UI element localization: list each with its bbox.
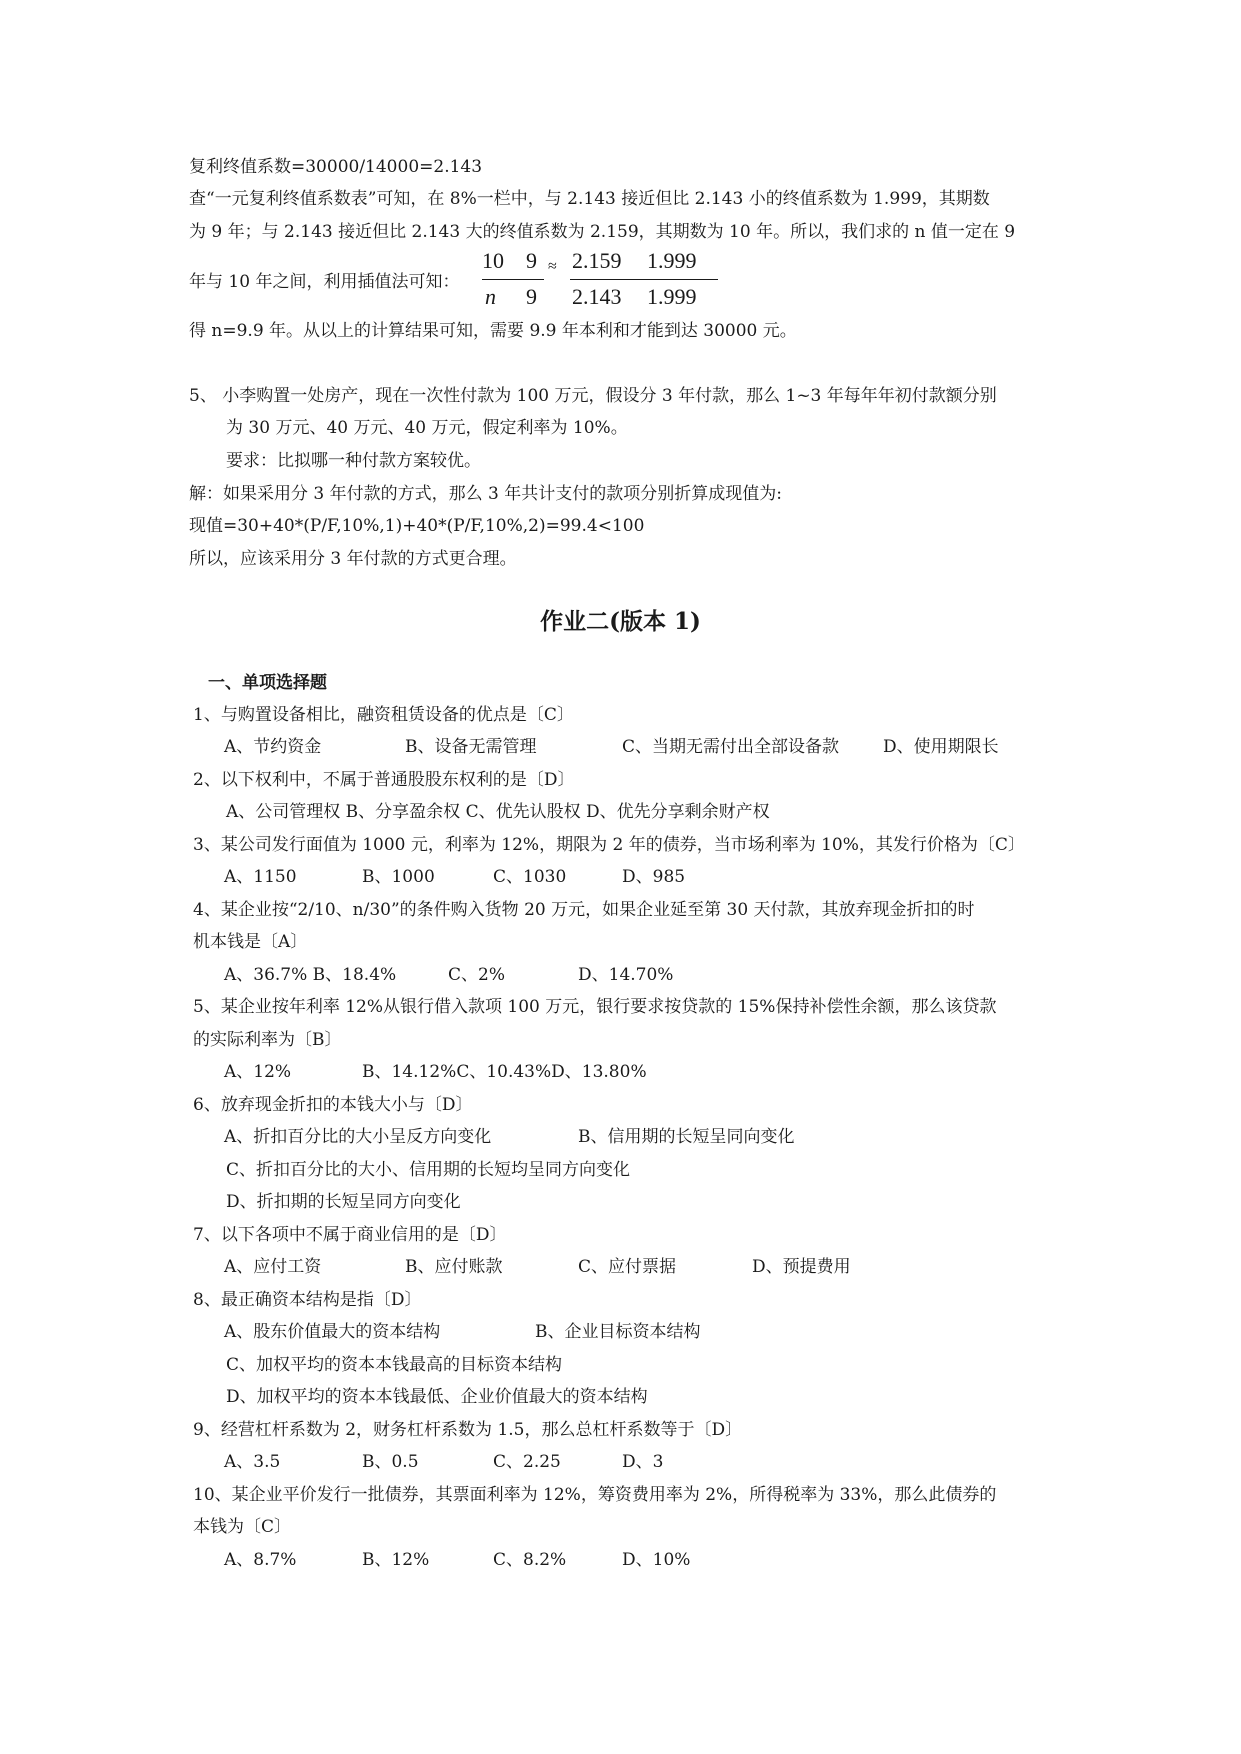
option-row: D、加权平均的资本本钱最低、企业价值最大的资本结构	[226, 1387, 648, 1407]
question-text: 7、以下各项中不属于商业信用的是〔D〕	[193, 1225, 507, 1245]
option: A、1150	[224, 867, 297, 887]
text-line: 为 9 年；与 2.143 接近但比 2.143 大的终值系数为 2.159，其期数为 10 年。所以，我们求的 n 值一定在 9	[189, 222, 1016, 242]
option-row	[0, 737, 1241, 757]
option: C、8.2%	[493, 1550, 567, 1570]
fraction-bar	[482, 279, 544, 280]
option: D、14.70%	[578, 965, 674, 985]
option: A、应付工资	[224, 1257, 322, 1277]
fraction-bar	[570, 279, 718, 280]
option: A、节约资金	[224, 737, 322, 757]
option-row	[0, 1257, 1241, 1277]
option: B、14.12%C、10.43%D、13.80%	[362, 1062, 647, 1082]
option: D、985	[622, 867, 686, 887]
text-line: 为 30 万元、40 万元、40 万元，假定利率为 10%。	[226, 418, 628, 438]
option: C、2.25	[493, 1452, 561, 1472]
text-line: 现值=30+40*(P/F,10%,1)+40*(P/F,10%,2)=99.4<100	[189, 516, 645, 536]
option: D、使用期限长	[883, 737, 999, 757]
option: B、1000	[362, 867, 435, 887]
option: C、应付票据	[578, 1257, 677, 1277]
option: D、预提费用	[752, 1257, 851, 1277]
option-row	[0, 1127, 1241, 1147]
option: D、3	[622, 1452, 664, 1472]
text-line: 所以，应该采用分 3 年付款的方式更合理。	[189, 549, 517, 569]
interpolation-formula	[482, 248, 722, 312]
section-title: 作业二(版本 1)	[540, 608, 701, 635]
formula-left-denominator: 9	[526, 284, 537, 309]
question-text: 机本钱是〔A〕	[193, 932, 308, 952]
question-text: 10、某企业平价发行一批债券，其票面利率为 12%，筹资费用率为 2%，所得税率为 33%，那么此债券的	[193, 1485, 997, 1505]
question-text: 9、经营杠杆系数为 2，财务杠杆系数为 1.5，那么总杠杆系数等于〔D〕	[193, 1420, 743, 1440]
formula-right-denominator: 1.999	[647, 284, 697, 309]
text-line: 复利终值系数=30000/14000=2.143	[189, 157, 483, 177]
formula-left-numerator: 9	[526, 248, 537, 273]
option-row: D、折扣期的长短呈同方向变化	[226, 1192, 461, 1212]
option: A、8.7%	[224, 1550, 297, 1570]
option: B、0.5	[362, 1452, 419, 1472]
option-row	[0, 867, 1241, 887]
option: C、2%	[448, 965, 505, 985]
text-line: 年与 10 年之间，利用插值法可知：	[189, 272, 460, 292]
text-line: 得 n=9.9 年。从以上的计算结果可知，需要 9.9 年本利和才能到达 30000 元。	[189, 321, 797, 341]
text-line: 查“一元复利终值系数表”可知，在 8%一栏中，与 2.143 接近但比 2.143 小的终值系数为 1.999，其期数	[189, 189, 990, 209]
formula-right-denominator: 2.143	[572, 284, 622, 309]
question-text: 1、与购置设备相比，融资租赁设备的优点是〔C〕	[193, 705, 574, 725]
option-row	[0, 1452, 1241, 1472]
option-row	[0, 1550, 1241, 1570]
option: A、折扣百分比的大小呈反方向变化	[224, 1127, 492, 1147]
question-text: 5、某企业按年利率 12%从银行借入款项 100 万元，银行要求按贷款的 15%保持补偿性余额，那么该贷款	[193, 997, 997, 1017]
formula-left-denominator: n	[485, 284, 496, 309]
formula-left-numerator: 10	[482, 248, 504, 273]
option: B、信用期的长短呈同向变化	[578, 1127, 795, 1147]
formula-approx: ≈	[548, 258, 557, 275]
text-line: 5、 小李购置一处房产，现在一次性付款为 100 万元，假设分 3 年付款，那么 1~3 年每年年初付款额分别	[189, 386, 997, 406]
option-row: C、折扣百分比的大小、信用期的长短均呈同方向变化	[226, 1160, 631, 1180]
option: A、36.7% B、18.4%	[224, 965, 397, 985]
option: B、企业目标资本结构	[535, 1322, 701, 1342]
option: A、12%	[224, 1062, 292, 1082]
option: B、12%	[362, 1550, 430, 1570]
formula-right-numerator: 2.159	[572, 248, 622, 273]
text-line: 要求：比拟哪一种付款方案较优。	[226, 451, 481, 471]
section-heading: 一、单项选择题	[208, 673, 327, 693]
option-row: A、公司管理权 B、分享盈余权 C、优先认股权 D、优先分享剩余财产权	[226, 802, 770, 822]
question-text: 2、以下权利中，不属于普通股股东权利的是〔D〕	[193, 770, 575, 790]
option-row	[0, 1322, 1241, 1342]
question-text: 的实际利率为〔B〕	[193, 1030, 342, 1050]
option: D、10%	[622, 1550, 691, 1570]
option: C、1030	[493, 867, 567, 887]
option: C、当期无需付出全部设备款	[622, 737, 840, 757]
option: B、应付账款	[405, 1257, 503, 1277]
question-text: 3、某公司发行面值为 1000 元，利率为 12%，期限为 2 年的债券，当市场利率为 10%，其发行价格为〔C〕	[193, 835, 1025, 855]
option: A、股东价值最大的资本结构	[224, 1322, 441, 1342]
question-text: 4、某企业按“2/10、n/30”的条件购入货物 20 万元，如果企业延至第 30 天付款，其放弃现金折扣的时	[193, 900, 975, 920]
option-row	[0, 965, 1241, 985]
question-text: 6、放弃现金折扣的本钱大小与〔D〕	[193, 1095, 473, 1115]
option-row	[0, 1062, 1241, 1082]
formula-right-numerator: 1.999	[647, 248, 697, 273]
question-text: 8、最正确资本结构是指〔D〕	[193, 1290, 422, 1310]
option: A、3.5	[224, 1452, 281, 1472]
text-line: 解：如果采用分 3 年付款的方式，那么 3 年共计支付的款项分别折算成现值为:	[189, 484, 782, 504]
option-row: C、加权平均的资本本钱最高的目标资本结构	[226, 1355, 563, 1375]
option: B、设备无需管理	[405, 737, 537, 757]
question-text: 本钱为〔C〕	[193, 1517, 292, 1537]
